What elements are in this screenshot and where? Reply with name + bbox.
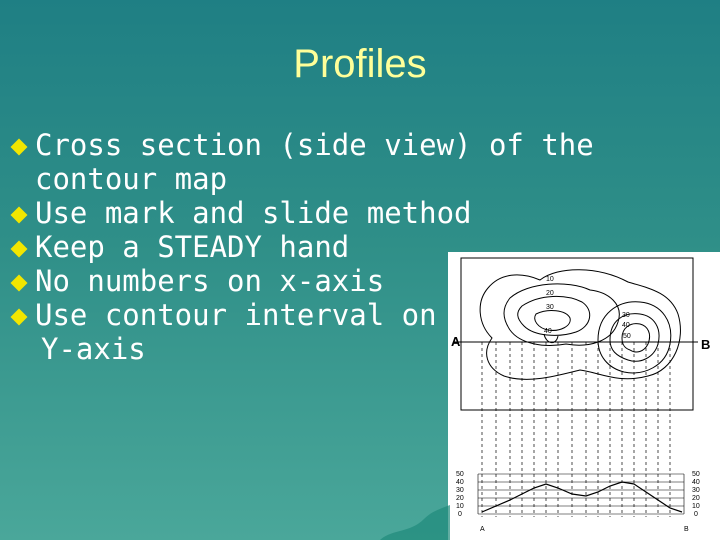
svg-text:20: 20 (456, 495, 464, 502)
contour-line (598, 302, 671, 373)
profile-y-axis-left (456, 471, 464, 518)
diamond-bullet-icon (11, 207, 28, 224)
profile-x-label-b: B (684, 526, 689, 533)
contour-label: 40 (544, 328, 552, 335)
bullet-text: contour map (35, 162, 228, 196)
svg-text:0: 0 (694, 511, 698, 518)
svg-text:30: 30 (456, 487, 464, 494)
projection-lines (482, 342, 670, 517)
contour-label: 20 (546, 290, 554, 297)
bullet-text: Keep a STEADY hand (35, 230, 350, 264)
bullet-continuation (8, 162, 568, 196)
contour-label: 40 (622, 322, 630, 329)
diamond-bullet-icon (11, 275, 28, 292)
bullet-item (8, 128, 594, 162)
svg-text:10: 10 (456, 503, 464, 510)
bullet-text: Cross section (side view) of the (35, 128, 594, 162)
diamond-bullet-icon (11, 139, 28, 156)
contour-label: 30 (622, 312, 630, 319)
svg-text:0: 0 (458, 511, 462, 518)
contour-label: 30 (546, 304, 554, 311)
contour-line (518, 296, 590, 335)
diamond-bullet-icon (11, 241, 28, 258)
bullet-text: No numbers on x-axis (35, 264, 385, 298)
contour-line (535, 311, 570, 331)
svg-text:40: 40 (692, 479, 700, 486)
line-label-a: A (451, 334, 461, 349)
decorative-shape (380, 505, 450, 540)
contour-label: 50 (623, 333, 631, 340)
profile-y-axis-right (692, 471, 700, 518)
svg-text:50: 50 (456, 471, 464, 478)
svg-text:40: 40 (456, 479, 464, 486)
bullet-text: Use mark and slide method (35, 196, 472, 230)
contour-label: 10 (546, 276, 554, 283)
profile-x-label-a: A (480, 526, 485, 533)
profile-curve (482, 482, 682, 512)
svg-text:20: 20 (692, 495, 700, 502)
bullet-text: Y-axis (41, 332, 146, 366)
profile-grid (478, 474, 684, 514)
slide-title: Profiles (293, 42, 427, 86)
diamond-bullet-icon (11, 309, 28, 326)
contour-profile-diagram (448, 252, 720, 540)
svg-text:30: 30 (692, 487, 700, 494)
svg-text:50: 50 (692, 471, 700, 478)
contour-line (610, 314, 659, 362)
bullet-text: Use contour interval on (35, 298, 437, 332)
line-label-b: B (701, 337, 711, 352)
svg-text:10: 10 (692, 503, 700, 510)
bullet-item (8, 196, 568, 230)
contour-line (504, 284, 619, 346)
contour-profile-figure (448, 252, 720, 540)
